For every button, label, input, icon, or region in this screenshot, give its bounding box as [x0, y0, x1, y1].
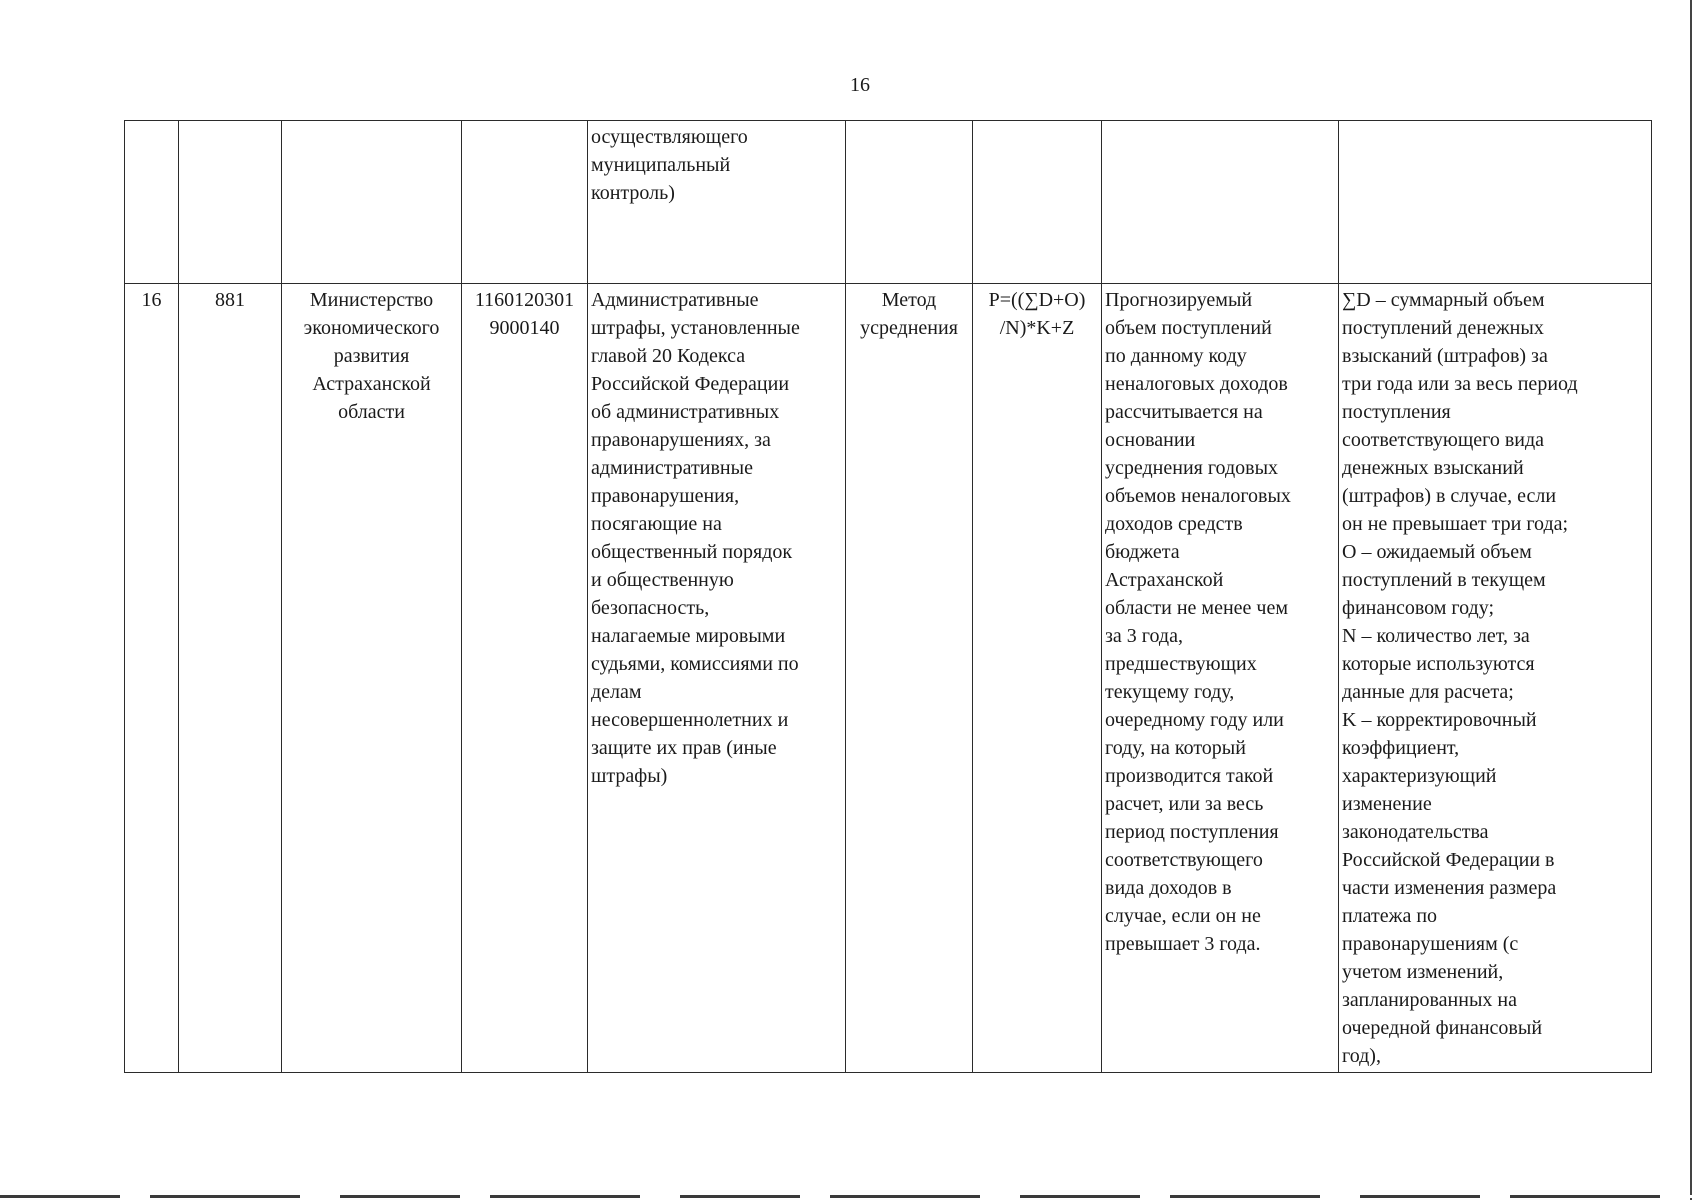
cell-method: [846, 284, 973, 1073]
text-line: случае, если он не: [1105, 905, 1261, 927]
text-line: области: [338, 401, 405, 423]
text-line: N – количество лет, за: [1342, 625, 1530, 647]
text-line: части изменения размера: [1342, 877, 1557, 899]
text-line: усреднения годовых: [1105, 457, 1279, 479]
text-line: взысканий (штрафов) за: [1342, 345, 1548, 367]
text-line: текущему году,: [1105, 681, 1235, 703]
text-line: Административные: [591, 289, 759, 311]
cell-admin-name: [282, 284, 462, 1073]
text-line: соответствующего: [1105, 849, 1263, 871]
text-line: он не превышает три года;: [1342, 513, 1569, 535]
text-line: за 3 года,: [1105, 625, 1183, 647]
cell-algorithm: [1102, 121, 1339, 284]
cell-admin-name: [282, 121, 462, 284]
text-line: Российской Федерации: [591, 373, 790, 395]
text-line: осуществляющего: [591, 126, 748, 148]
cell-admin-code: [179, 121, 282, 284]
cell-description: [588, 121, 846, 284]
cell-formula: [973, 121, 1102, 284]
text-line: делам: [591, 681, 642, 703]
cell-kbk: [462, 121, 588, 284]
text-line: K – корректировочный: [1342, 709, 1537, 731]
text-line: P=((∑D+O): [988, 289, 1086, 311]
text-line: ∑D – суммарный объем: [1342, 289, 1545, 311]
text-line: три года или за весь период: [1342, 373, 1578, 395]
text-line: Министерство: [309, 289, 434, 311]
revenue-forecast-table: [124, 120, 1652, 1073]
text-line: предшествующих: [1105, 653, 1257, 675]
cell-admin-code: 881: [179, 284, 282, 1073]
text-line: главой 20 Кодекса: [591, 345, 746, 367]
cell-method: [846, 121, 973, 284]
page-number: 16: [850, 74, 870, 96]
text-line: рассчитывается на: [1105, 401, 1263, 423]
text-line: муниципальный: [591, 154, 731, 176]
text-line: области не менее чем: [1105, 597, 1289, 619]
text-line: очередной финансовый: [1342, 1017, 1543, 1039]
text-line: расчет, или за весь: [1105, 793, 1264, 815]
cell-number: 16: [125, 284, 179, 1073]
text-line: превышает 3 года.: [1105, 933, 1261, 955]
cell-number: [125, 121, 179, 284]
text-line: производится такой: [1105, 765, 1274, 787]
text-line: поступления: [1342, 401, 1451, 423]
text-line: учетом изменений,: [1342, 961, 1504, 983]
text-line: правонарушениях, за: [591, 429, 771, 451]
text-line: налагаемые мировыми: [591, 625, 786, 647]
cell-indicators: [1339, 284, 1652, 1073]
text-line: основании: [1105, 429, 1196, 451]
cell-algorithm: [1102, 284, 1339, 1073]
table-row-continuation: [125, 121, 1652, 284]
text-line: изменение: [1342, 793, 1432, 815]
text-line: поступлений денежных: [1342, 317, 1544, 339]
text-line: защите их прав (иные: [591, 737, 777, 759]
text-line: и общественную: [591, 569, 734, 591]
text-line: Российской Федерации в: [1342, 849, 1555, 871]
text-line: экономического: [303, 317, 440, 339]
text-line: 1160120301: [474, 289, 575, 311]
text-line: 9000140: [489, 317, 560, 339]
text-line: судьями, комиссиями по: [591, 653, 799, 675]
text-line: штрафы, установленные: [591, 317, 800, 339]
text-line: об административных: [591, 401, 780, 423]
text-line: безопасность,: [591, 597, 710, 619]
text-line: правонарушениям (с: [1342, 933, 1519, 955]
text-line: год),: [1342, 1045, 1381, 1067]
text-line: посягающие на: [591, 513, 722, 535]
cell-description: [588, 284, 846, 1073]
text-line: коэффициент,: [1342, 737, 1460, 759]
text-line: вида доходов в: [1105, 877, 1232, 899]
text-line: Метод: [881, 289, 937, 311]
text-line: бюджета: [1105, 541, 1180, 563]
scan-edge-right: [1690, 0, 1692, 1200]
text-line: платежа по: [1342, 905, 1438, 927]
text-line: Астраханской: [312, 373, 431, 395]
text-line: соответствующего вида: [1342, 429, 1545, 451]
text-line: Прогнозируемый: [1105, 289, 1253, 311]
text-line: несовершеннолетних и: [591, 709, 789, 731]
table-row: [125, 284, 1652, 1073]
cell-formula: [973, 284, 1102, 1073]
scan-edge-bottom: [0, 1195, 1694, 1198]
cell-kbk: [462, 284, 588, 1073]
text-line: законодательства: [1342, 821, 1489, 843]
text-line: запланированных на: [1342, 989, 1517, 1011]
text-line: характеризующий: [1342, 765, 1497, 787]
text-line: развития: [333, 345, 410, 367]
text-line: O – ожидаемый объем: [1342, 541, 1532, 563]
text-line: контроль): [591, 182, 675, 204]
text-line: очередному году или: [1105, 709, 1284, 731]
text-line: финансовом году;: [1342, 597, 1495, 619]
text-line: денежных взысканий: [1342, 457, 1524, 479]
text-line: по данному коду: [1105, 345, 1247, 367]
text-line: общественный порядок: [591, 541, 793, 563]
text-line: (штрафов) в случае, если: [1342, 485, 1557, 507]
text-line: правонарушения,: [591, 485, 740, 507]
text-line: объем поступлений: [1105, 317, 1272, 339]
text-line: году, на который: [1105, 737, 1246, 759]
text-line: Астраханской: [1105, 569, 1224, 591]
text-line: штрафы): [591, 765, 668, 787]
text-line: поступлений в текущем: [1342, 569, 1546, 591]
text-line: период поступления: [1105, 821, 1279, 843]
cell-indicators: [1339, 121, 1652, 284]
text-line: неналоговых доходов: [1105, 373, 1288, 395]
text-line: усреднения: [860, 317, 958, 339]
text-line: объемов неналоговых: [1105, 485, 1291, 507]
text-line: которые используются: [1342, 653, 1535, 675]
text-line: данные для расчета;: [1342, 681, 1514, 703]
text-line: административные: [591, 457, 753, 479]
text-line: /N)*K+Z: [999, 317, 1075, 339]
text-line: доходов средств: [1105, 513, 1243, 535]
